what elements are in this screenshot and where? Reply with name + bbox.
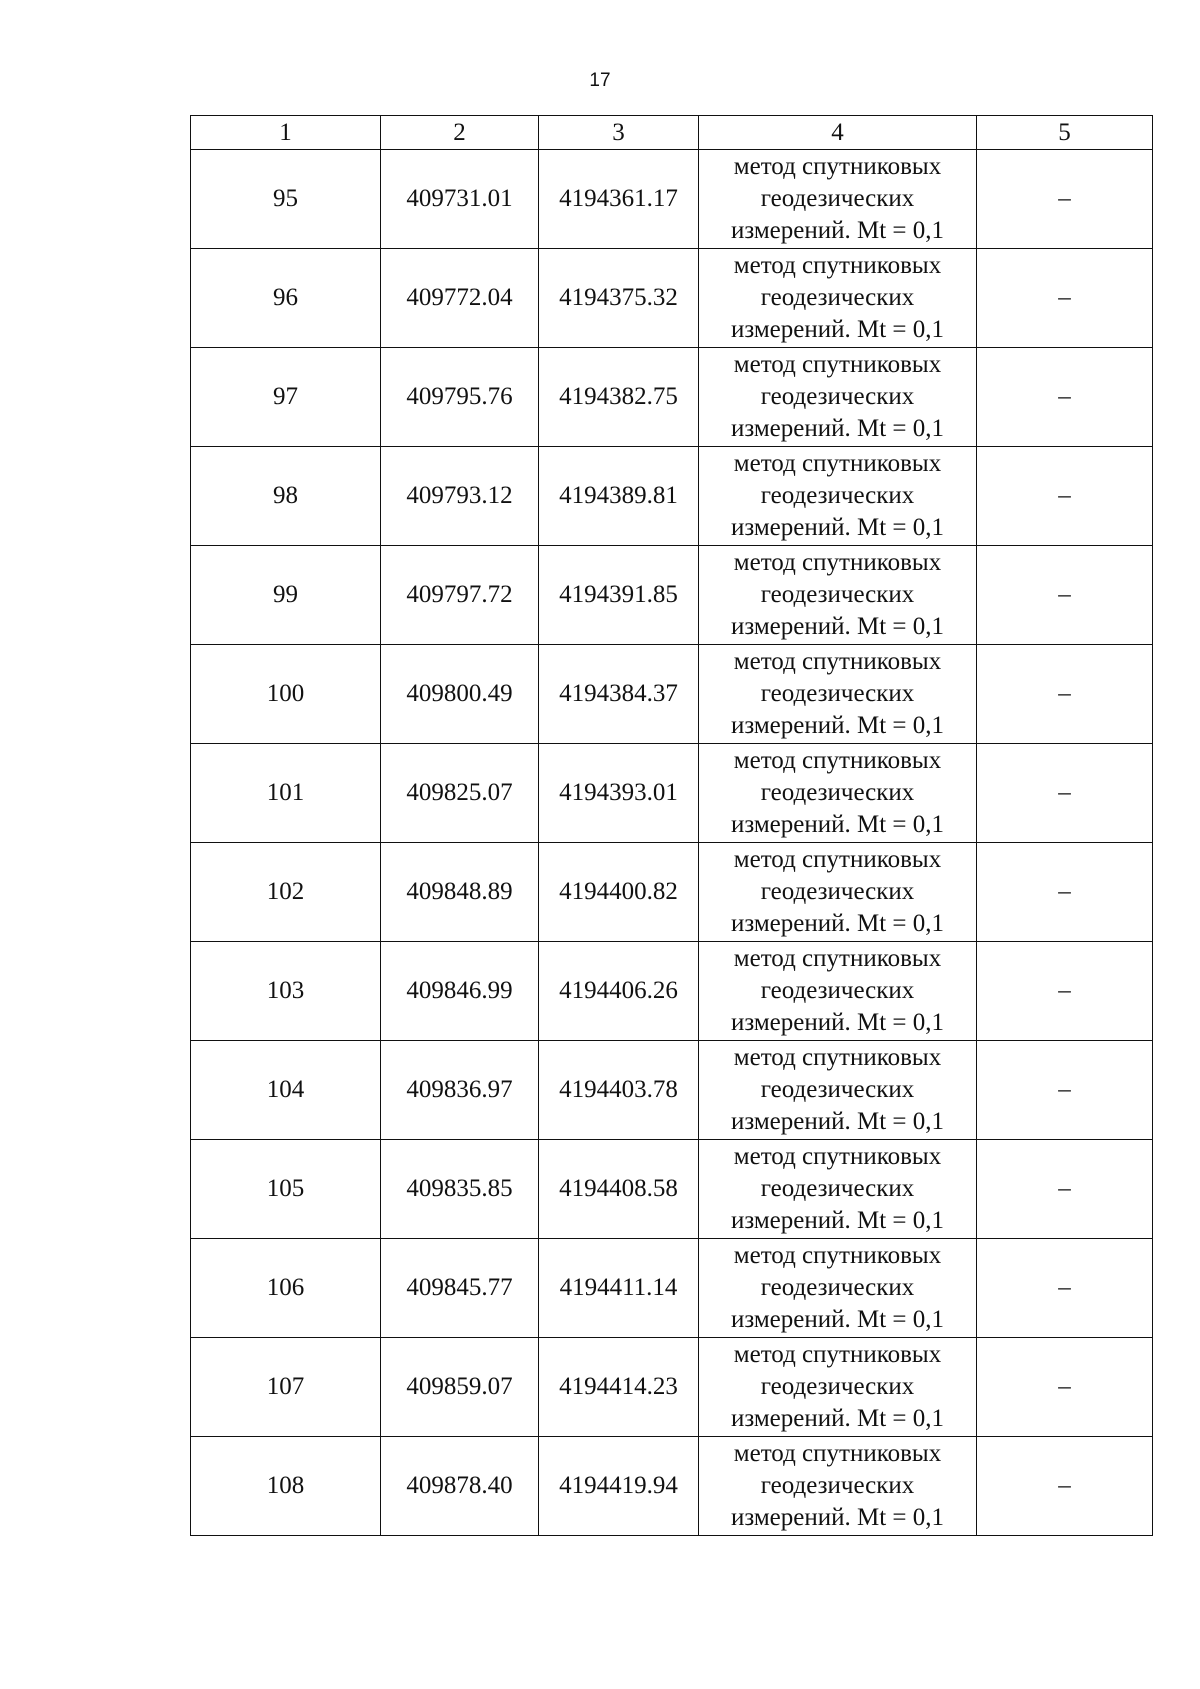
table-row [191,249,1153,348]
method-cell: метод спутниковых геодезических измерений. Mt = 0,1 [699,348,977,447]
x-coordinate-cell: 409793.12 [381,447,539,546]
method-cell: метод спутниковых геодезических измерений. Mt = 0,1 [699,1239,977,1338]
table-row [191,1437,1153,1536]
column-header-3: 3 [539,116,699,150]
table-row [191,843,1153,942]
point-number-cell: 108 [191,1437,381,1536]
point-number-cell: 100 [191,645,381,744]
table-row [191,1140,1153,1239]
point-number-cell: 102 [191,843,381,942]
point-number-cell: 106 [191,1239,381,1338]
y-coordinate-cell: 4194375.32 [539,249,699,348]
y-coordinate-cell: 4194408.58 [539,1140,699,1239]
point-number-cell: 97 [191,348,381,447]
x-coordinate-cell: 409859.07 [381,1338,539,1437]
point-number-cell: 107 [191,1338,381,1437]
x-coordinate-cell: 409846.99 [381,942,539,1041]
note-cell: – [977,1140,1153,1239]
table-row [191,744,1153,843]
method-cell: метод спутниковых геодезических измерений. Mt = 0,1 [699,1140,977,1239]
note-cell: – [977,942,1153,1041]
table-row [191,1041,1153,1140]
note-cell: – [977,645,1153,744]
table-row [191,1239,1153,1338]
column-header-1: 1 [191,116,381,150]
method-cell: метод спутниковых геодезических измерений. Mt = 0,1 [699,249,977,348]
method-cell: метод спутниковых геодезических измерений. Mt = 0,1 [699,447,977,546]
y-coordinate-cell: 4194382.75 [539,348,699,447]
x-coordinate-cell: 409772.04 [381,249,539,348]
x-coordinate-cell: 409795.76 [381,348,539,447]
note-cell: – [977,447,1153,546]
x-coordinate-cell: 409800.49 [381,645,539,744]
note-cell: – [977,1338,1153,1437]
method-cell: метод спутниковых геодезических измерений. Mt = 0,1 [699,942,977,1041]
y-coordinate-cell: 4194406.26 [539,942,699,1041]
y-coordinate-cell: 4194400.82 [539,843,699,942]
table-row [191,942,1153,1041]
column-header-5: 5 [977,116,1153,150]
x-coordinate-cell: 409848.89 [381,843,539,942]
table-row [191,447,1153,546]
note-cell: – [977,150,1153,249]
note-cell: – [977,1239,1153,1338]
column-header-2: 2 [381,116,539,150]
column-header-4: 4 [699,116,977,150]
point-number-cell: 105 [191,1140,381,1239]
table-row [191,150,1153,249]
table-header-row [191,116,1153,150]
x-coordinate-cell: 409731.01 [381,150,539,249]
table-row [191,645,1153,744]
x-coordinate-cell: 409878.40 [381,1437,539,1536]
coordinates-table [190,115,1153,1536]
method-cell: метод спутниковых геодезических измерений. Mt = 0,1 [699,843,977,942]
method-cell: метод спутниковых геодезических измерений. Mt = 0,1 [699,1437,977,1536]
note-cell: – [977,348,1153,447]
y-coordinate-cell: 4194391.85 [539,546,699,645]
method-cell: метод спутниковых геодезических измерений. Mt = 0,1 [699,150,977,249]
note-cell: – [977,546,1153,645]
method-cell: метод спутниковых геодезических измерений. Mt = 0,1 [699,546,977,645]
coordinates-table-container [190,115,1152,1536]
y-coordinate-cell: 4194389.81 [539,447,699,546]
y-coordinate-cell: 4194411.14 [539,1239,699,1338]
x-coordinate-cell: 409797.72 [381,546,539,645]
x-coordinate-cell: 409825.07 [381,744,539,843]
note-cell: – [977,843,1153,942]
point-number-cell: 96 [191,249,381,348]
table-row [191,546,1153,645]
table-row [191,348,1153,447]
method-cell: метод спутниковых геодезических измерений. Mt = 0,1 [699,744,977,843]
point-number-cell: 98 [191,447,381,546]
page-number: 17 [589,70,611,91]
point-number-cell: 104 [191,1041,381,1140]
method-cell: метод спутниковых геодезических измерений. Mt = 0,1 [699,1041,977,1140]
point-number-cell: 95 [191,150,381,249]
point-number-cell: 99 [191,546,381,645]
point-number-cell: 103 [191,942,381,1041]
x-coordinate-cell: 409845.77 [381,1239,539,1338]
x-coordinate-cell: 409836.97 [381,1041,539,1140]
note-cell: – [977,1437,1153,1536]
note-cell: – [977,249,1153,348]
x-coordinate-cell: 409835.85 [381,1140,539,1239]
y-coordinate-cell: 4194361.17 [539,150,699,249]
method-cell: метод спутниковых геодезических измерений. Mt = 0,1 [699,1338,977,1437]
y-coordinate-cell: 4194403.78 [539,1041,699,1140]
method-cell: метод спутниковых геодезических измерений. Mt = 0,1 [699,645,977,744]
y-coordinate-cell: 4194393.01 [539,744,699,843]
table-row [191,1338,1153,1437]
y-coordinate-cell: 4194414.23 [539,1338,699,1437]
note-cell: – [977,744,1153,843]
point-number-cell: 101 [191,744,381,843]
note-cell: – [977,1041,1153,1140]
y-coordinate-cell: 4194384.37 [539,645,699,744]
table-body [191,150,1153,1536]
y-coordinate-cell: 4194419.94 [539,1437,699,1536]
